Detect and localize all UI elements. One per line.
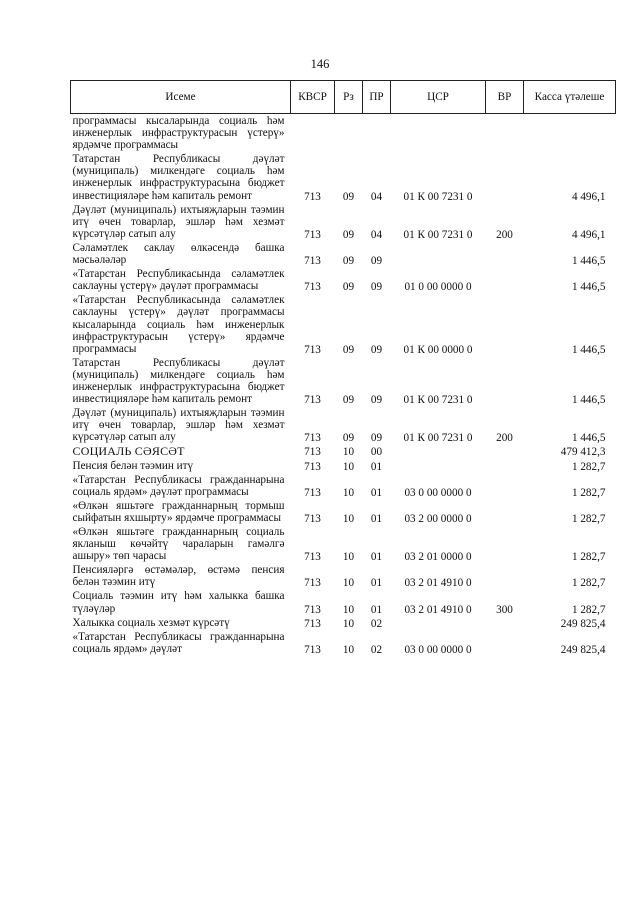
cell-sum: 1 282,7 [571, 486, 606, 499]
cell-csr: 01 К 00 0000 0 [403, 343, 473, 356]
cell-vr [486, 459, 524, 473]
cell-name: Дәүләт (муниципаль) ихтыяҗларын тәэмин итү өчен товарлар, эшләр һәм хезмәт күрсәтүләр сатып алу [72, 407, 285, 444]
cell-vr [486, 293, 524, 355]
cell-name: «Өлкән яшьтәге гражданнарның тормыш сыйфатын яхшырту» ярдәмче программасы [72, 499, 285, 524]
cell-pr: 09 [370, 281, 383, 294]
cell-sum: 1 282,7 [571, 551, 606, 564]
header-sum: Касса үтәлеше [524, 81, 616, 114]
cell-kvsr: 713 [304, 512, 321, 525]
cell-name: Дәүләт (муниципаль) ихтыяҗларын тәэмин итү өчен товарлар, эшләр һәм хезмәт күрсәтүләр сатып алу [72, 203, 285, 240]
cell-pr: 01 [370, 577, 383, 590]
table-row [71, 525, 616, 563]
header-rz: Рз [335, 81, 363, 114]
cell-name: Татарстан Республикасы дәүләт (муниципаль) милкендәге социаль һәм инженерлык инфраструктурасына бюджет инвестицияләре һәм капиталь ремонт [72, 356, 285, 406]
cell-rz: 10 [342, 617, 355, 630]
cell-csr [391, 114, 486, 153]
budget-table [70, 80, 616, 656]
cell-sum [524, 114, 616, 153]
cell-rz: 09 [342, 281, 355, 294]
cell-rz: 09 [342, 343, 355, 356]
cell-vr [486, 563, 524, 589]
cell-pr: 01 [370, 460, 383, 473]
cell-kvsr: 713 [304, 281, 321, 294]
cell-rz: 10 [342, 486, 355, 499]
cell-pr: 02 [370, 643, 383, 656]
cell-pr: 09 [370, 343, 383, 356]
cell-sum: 479 412,3 [560, 446, 606, 459]
cell-name: Сәламәтлек саклау өлкәсендә башка мәсьәләләр [72, 241, 285, 267]
cell-kvsr: 713 [304, 551, 321, 564]
cell-rz: 10 [342, 460, 355, 473]
cell-vr [486, 473, 524, 499]
cell-sum: 1 282,7 [571, 603, 606, 616]
cell-rz: 10 [342, 577, 355, 590]
table-row [71, 203, 616, 241]
header-pr: ПР [363, 81, 391, 114]
cell-name: программасы кысаларында социаль һәм инженерлык инфраструктурасын үстерү» ярдәмче программасы [72, 115, 285, 152]
cell-sum: 4 496,1 [571, 228, 606, 241]
cell-kvsr: 713 [304, 190, 321, 203]
cell-pr: 09 [370, 255, 383, 268]
cell-pr: 09 [370, 432, 383, 445]
cell-kvsr [291, 114, 335, 153]
cell-kvsr: 713 [304, 228, 321, 241]
table-header [71, 81, 616, 114]
table-row [71, 499, 616, 525]
cell-name: «Татарстан Республикасы гражданнарына социаль ярдәм» дәүләт [72, 630, 285, 655]
cell-name: «Татарстан Республикасында сәламәтлек саклауны үстерү» дәүләт программасы кысаларында социаль һәм инженерлык инфраструктурасын үстерү» ярдәмче программасы [72, 294, 285, 355]
cell-vr [486, 616, 524, 630]
cell-name: «Өлкән яшьтәге гражданнарның социаль якланыш көчәйтү чараларын гамәлгә ашыру» төп чарасы [72, 526, 285, 563]
cell-rz: 09 [342, 394, 355, 407]
table-row [71, 459, 616, 473]
cell-csr: 03 0 00 0000 0 [404, 486, 472, 499]
cell-csr: 03 2 00 0000 0 [404, 512, 472, 525]
table-row [71, 630, 616, 656]
cell-sum: 1 282,7 [571, 577, 606, 590]
cell-csr: 03 0 00 0000 0 [404, 643, 472, 656]
table-row [71, 114, 616, 153]
cell-rz: 10 [342, 512, 355, 525]
cell-kvsr: 713 [304, 643, 321, 656]
cell-vr [486, 114, 524, 153]
cell-sum: 1 282,7 [571, 460, 606, 473]
cell-csr [391, 616, 486, 630]
cell-pr: 09 [370, 394, 383, 407]
cell-sum: 1 446,5 [571, 281, 606, 294]
cell-pr: 01 [370, 603, 383, 616]
cell-rz: 09 [342, 432, 355, 445]
header-name: Исеме [71, 81, 291, 114]
table-row [71, 356, 616, 406]
cell-vr [486, 444, 524, 458]
cell-kvsr: 713 [304, 486, 321, 499]
cell-rz: 09 [342, 190, 355, 203]
cell-sum: 1 446,5 [571, 394, 606, 407]
table-row [71, 616, 616, 630]
header-vr: ВР [486, 81, 524, 114]
cell-vr [486, 241, 524, 267]
header-kvsr: КВСР [291, 81, 335, 114]
cell-kvsr: 713 [304, 603, 321, 616]
cell-rz [335, 114, 363, 153]
cell-rz: 10 [342, 551, 355, 564]
cell-kvsr: 713 [304, 432, 321, 445]
table-row [71, 152, 616, 202]
cell-csr [391, 241, 486, 267]
cell-csr: 01 0 00 0000 0 [404, 281, 472, 294]
cell-kvsr: 713 [304, 617, 321, 630]
cell-kvsr: 713 [304, 577, 321, 590]
cell-pr: 01 [370, 486, 383, 499]
cell-vr [486, 356, 524, 406]
cell-sum: 1 446,5 [571, 255, 606, 268]
cell-vr: 200 [496, 228, 513, 241]
cell-pr [363, 114, 391, 153]
cell-vr [486, 152, 524, 202]
cell-csr: 03 2 01 4910 0 [404, 603, 472, 616]
cell-sum: 249 825,4 [560, 617, 606, 630]
cell-kvsr: 713 [304, 460, 321, 473]
table-body [71, 114, 616, 656]
cell-rz: 09 [342, 228, 355, 241]
cell-sum: 1 446,5 [571, 432, 606, 445]
cell-pr: 04 [370, 190, 383, 203]
cell-vr: 200 [496, 432, 513, 445]
cell-csr: 03 2 01 0000 0 [404, 551, 472, 564]
table-row [71, 241, 616, 267]
cell-rz: 10 [342, 643, 355, 656]
cell-pr: 02 [370, 617, 383, 630]
cell-name: «Татарстан Республикасы гражданнарына социаль ярдәм» дәүләт программасы [72, 473, 285, 498]
table-row [71, 473, 616, 499]
cell-sum: 1 446,5 [571, 343, 606, 356]
cell-sum: 249 825,4 [560, 643, 606, 656]
cell-csr: 01 К 00 7231 0 [403, 432, 473, 445]
cell-rz: 09 [342, 255, 355, 268]
cell-vr [486, 499, 524, 525]
cell-vr [486, 525, 524, 563]
cell-vr [486, 267, 524, 293]
cell-kvsr: 713 [304, 255, 321, 268]
header-csr: ЦСР [391, 81, 486, 114]
cell-pr: 00 [370, 446, 383, 459]
cell-rz: 10 [342, 446, 355, 459]
table-row [71, 444, 616, 458]
cell-csr: 01 К 00 7231 0 [403, 228, 473, 241]
cell-rz: 10 [342, 603, 355, 616]
cell-name: Социаль тәэмин итү һәм халыкка башка түләүләр [72, 590, 285, 615]
cell-kvsr: 713 [304, 343, 321, 356]
cell-pr: 01 [370, 551, 383, 564]
cell-name: Пенсияләргә өстәмәләр, өстәмә пенсия белән тәэмин итү [72, 564, 285, 589]
cell-name: «Татарстан Республикасында сәламәтлек саклауны үстерү» дәүләт программасы [72, 268, 285, 293]
cell-kvsr: 713 [304, 446, 321, 459]
cell-name: Халыкка социаль хезмәт күрсәтү [72, 616, 230, 629]
cell-kvsr: 713 [304, 394, 321, 407]
cell-sum: 4 496,1 [571, 190, 606, 203]
cell-name: Пенсия белән тәэмин итү [72, 459, 194, 472]
cell-csr [391, 459, 486, 473]
cell-vr [486, 630, 524, 656]
cell-name: Татарстан Республикасы дәүләт (муниципаль) милкендәге социаль һәм инженерлык инфраструктурасына бюджет инвестицияләре һәм капиталь ремонт [72, 153, 285, 202]
cell-csr: 03 2 01 4910 0 [404, 577, 472, 590]
cell-vr: 300 [496, 603, 513, 616]
table-row [71, 563, 616, 589]
cell-pr: 04 [370, 228, 383, 241]
table-row [71, 589, 616, 615]
cell-pr: 01 [370, 512, 383, 525]
cell-name: СОЦИАЛЬ СӘЯСӘТ [72, 444, 185, 459]
table-row [71, 293, 616, 355]
cell-csr [391, 444, 486, 458]
cell-csr: 01 К 00 7231 0 [403, 190, 473, 203]
table-row [71, 267, 616, 293]
table-row [71, 406, 616, 444]
cell-sum: 1 282,7 [571, 512, 606, 525]
cell-csr: 01 К 00 7231 0 [403, 394, 473, 407]
page-number: 146 [310, 57, 330, 71]
